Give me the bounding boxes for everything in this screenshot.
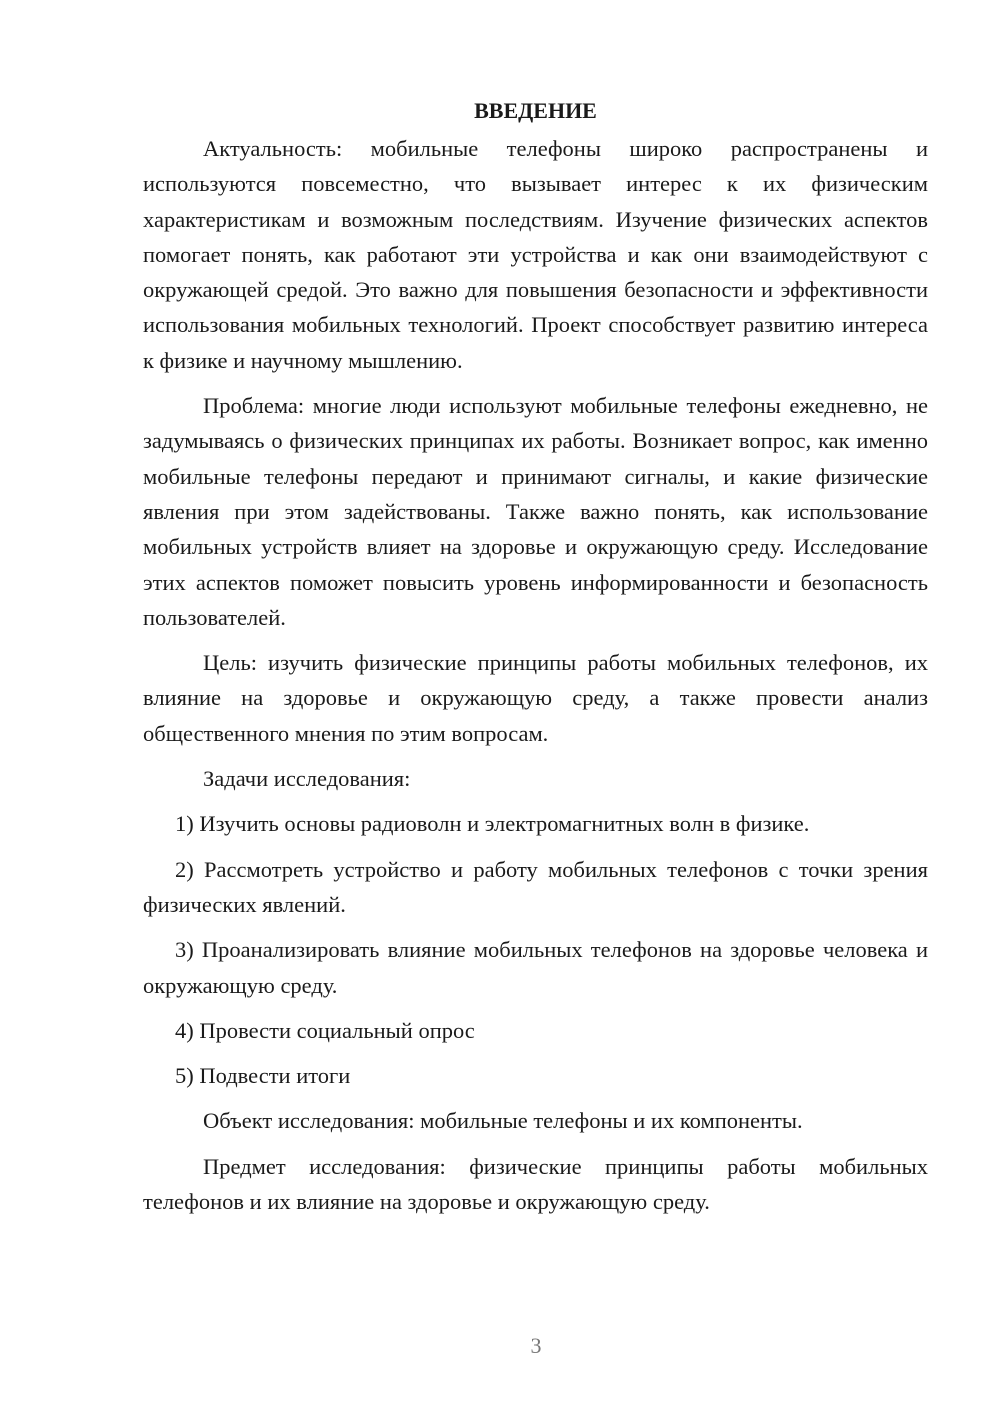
- goal-paragraph: Цель: изучить физические принципы работы мобильных телефонов, их влияние на здоровье и окружающую среду, а также провести анализ общественного мнения по этим вопросам.: [143, 650, 928, 746]
- page-title: ВВЕДЕНИЕ: [474, 98, 597, 123]
- relevance-paragraph: Актуальность: мобильные телефоны широко распространены и используются повсеместно, что вызывает интерес к их физическим характеристикам и возможным последствиям. Изучение физических аспектов помогает понять, как работают эти устройства и как они взаимодействуют с окружающей средой. Это важно для повышения безопасности и эффективности использования мобильных технологий. Проект способствует развитию интереса к физике и научному мышлению.: [143, 136, 928, 373]
- document-body: [143, 95, 928, 1229]
- subject-paragraph: Предмет исследования: физические принципы работы мобильных телефонов и их влияние на здоровье и окружающую среду.: [143, 1153, 928, 1215]
- object-paragraph: Объект исследования: мобильные телефоны и их компоненты.: [203, 1108, 803, 1134]
- task-item: 1) Изучить основы радиоволн и электромагнитных волн в физике.: [175, 811, 810, 837]
- task-item: 5) Подвести итоги: [175, 1063, 351, 1089]
- page-number: 3: [530, 1333, 542, 1358]
- task-item: 3) Проанализировать влияние мобильных телефонов на здоровье человека и окружающую среду.: [143, 937, 928, 998]
- task-item: 2) Рассмотреть устройство и работу мобильных телефонов с точки зрения физических явлений.: [143, 856, 928, 917]
- task-item: 4) Провести социальный опрос: [175, 1017, 475, 1043]
- tasks-heading: Задачи исследования:: [203, 766, 411, 792]
- problem-paragraph: Проблема: многие люди используют мобильные телефоны ежедневно, не задумываясь о физических принципах их работы. Возникает вопрос, как именно мобильные телефоны передают и принимают сигналы, и какие физические явления при этом задействованы. Также важно понять, как использование мобильных устройств влияет на здоровье и окружающую среду. Исследование этих аспектов поможет повысить уровень информированности и безопасность пользователей.: [143, 393, 928, 630]
